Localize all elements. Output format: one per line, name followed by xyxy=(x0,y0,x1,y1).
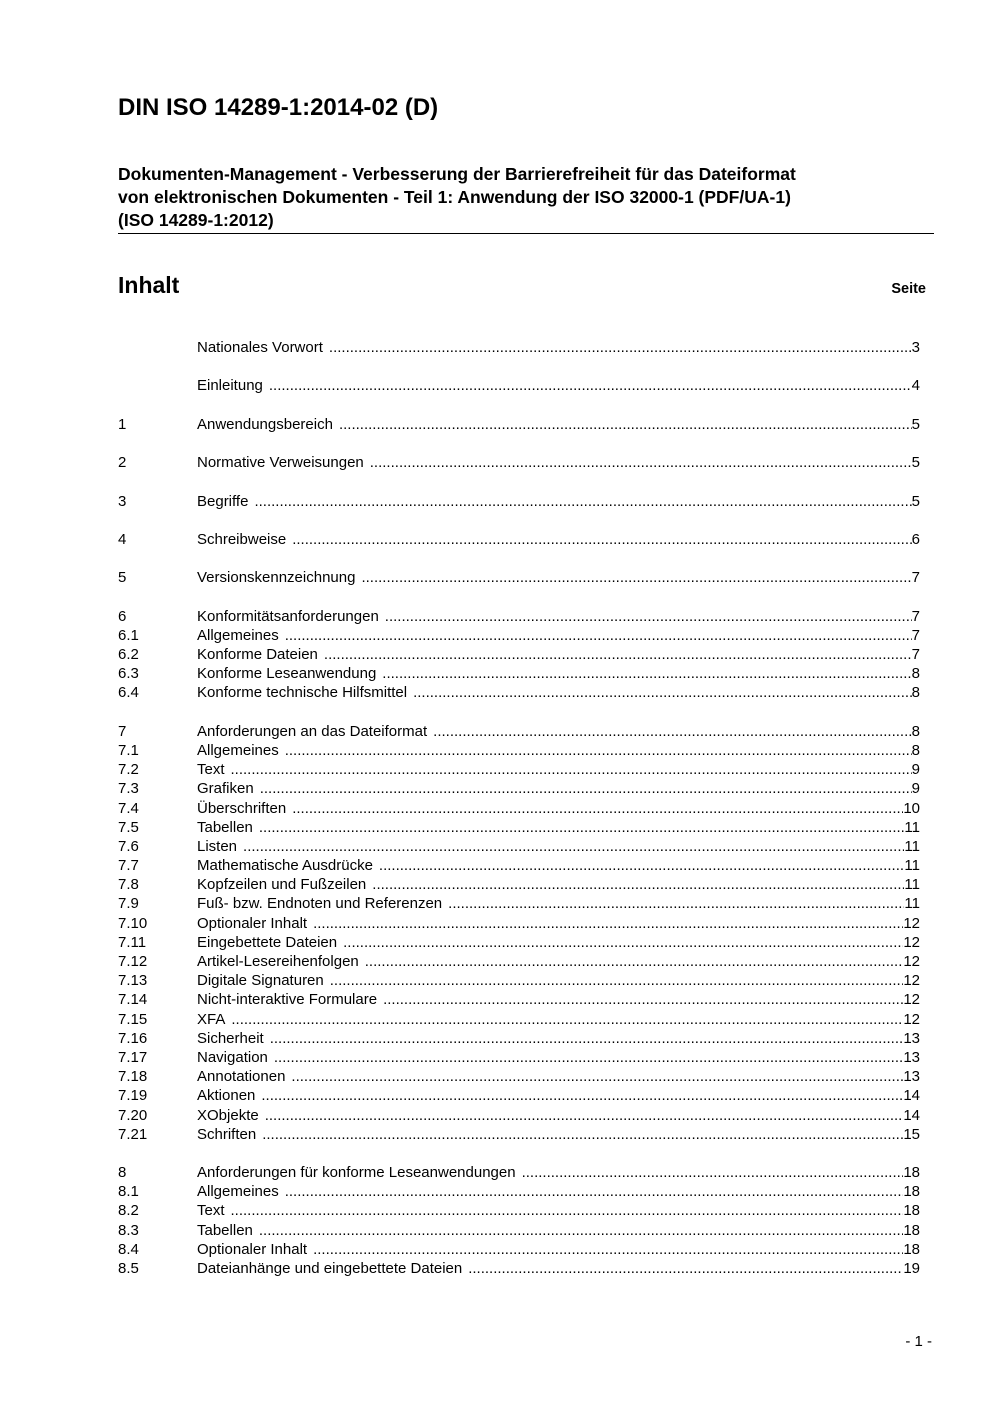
toc-entry-page: 19 xyxy=(903,1260,920,1277)
toc-entry[interactable] xyxy=(118,415,920,434)
toc-heading: Inhalt xyxy=(118,272,180,298)
toc-entry-title: Tabellen xyxy=(197,1221,253,1239)
toc-entry-page: 14 xyxy=(903,1087,920,1105)
toc-entry-page: 12 xyxy=(903,953,920,970)
toc-entry-title: Dateianhänge und eingebettete Dateien xyxy=(197,1260,463,1277)
toc-entry-title: Allgemeines xyxy=(197,626,279,644)
toc-entry-number: 7.10 xyxy=(118,914,148,932)
toc-entry-number: 6.3 xyxy=(118,665,139,683)
toc-dot-leader xyxy=(448,894,904,913)
toc-entry[interactable] xyxy=(118,626,920,645)
table-of-contents xyxy=(118,338,920,1278)
toc-entry-page: 12 xyxy=(903,914,920,932)
toc-dot-leader xyxy=(274,1048,903,1067)
toc-entry[interactable] xyxy=(118,1029,920,1048)
toc-entry[interactable] xyxy=(118,1106,920,1125)
toc-entry-page: 9 xyxy=(911,761,920,779)
toc-dot-leader xyxy=(372,875,904,894)
toc-entry-page: 10 xyxy=(903,799,920,817)
toc-entry[interactable] xyxy=(118,1201,920,1220)
toc-entry-title: Artikel-Lesereihenfolgen xyxy=(197,953,359,970)
toc-entry-title: Nicht-interaktive Formulare xyxy=(197,991,378,1009)
toc-entry-number: 7.14 xyxy=(118,991,148,1009)
toc-dot-leader xyxy=(231,1201,904,1220)
toc-entry[interactable] xyxy=(118,664,920,683)
toc-entry-page: 11 xyxy=(904,837,920,855)
toc-dot-leader xyxy=(313,914,903,933)
toc-entry-number: 6 xyxy=(118,607,127,625)
toc-dot-leader xyxy=(285,1182,904,1201)
toc-dot-leader xyxy=(259,818,905,837)
toc-entry[interactable] xyxy=(118,607,920,626)
toc-dot-leader xyxy=(382,664,911,683)
toc-entry-title: Anwendungsbereich xyxy=(197,415,333,433)
toc-entry-page: 5 xyxy=(911,492,920,510)
toc-entry-page: 7 xyxy=(911,607,920,625)
toc-dot-leader xyxy=(433,722,912,741)
toc-dot-leader xyxy=(343,933,903,952)
toc-entry-page: 8 xyxy=(911,741,920,759)
toc-entry-title: Navigation xyxy=(197,1048,268,1066)
toc-entry-number: 7.8 xyxy=(118,876,139,894)
toc-dot-leader xyxy=(231,760,912,779)
toc-entry-page: 3 xyxy=(911,339,920,356)
page-number: - 1 - xyxy=(905,1333,932,1350)
toc-entry-title: Tabellen xyxy=(197,818,253,836)
toc-entry-page: 13 xyxy=(903,1029,920,1047)
document-title-line: (ISO 14289-1:2012) xyxy=(118,210,274,230)
toc-entry-title: Einleitung xyxy=(197,377,263,395)
toc-entry[interactable] xyxy=(118,722,920,741)
toc-entry-title: Begriffe xyxy=(197,492,249,510)
toc-dot-leader xyxy=(259,1221,903,1240)
toc-entry-title: Allgemeines xyxy=(197,741,279,759)
toc-entry-number: 7.15 xyxy=(118,1010,148,1028)
toc-dot-leader xyxy=(324,645,912,664)
toc-entry-page: 9 xyxy=(911,780,920,798)
toc-entry-title: Grafiken xyxy=(197,780,254,798)
toc-dot-leader xyxy=(270,1029,904,1048)
toc-entry-title: Konformitätsanforderungen xyxy=(197,607,379,625)
toc-entry-title: Überschriften xyxy=(197,799,287,817)
toc-entry-number: 8 xyxy=(118,1164,127,1182)
toc-entry[interactable] xyxy=(118,1221,920,1240)
toc-entry-number: 8.5 xyxy=(118,1260,139,1277)
toc-page-column-label: Seite xyxy=(891,281,926,297)
toc-entry-number: 7.3 xyxy=(118,780,139,798)
toc-entry[interactable] xyxy=(118,933,920,952)
toc-entry-number: 7.2 xyxy=(118,761,139,779)
toc-entry-title: Fuß- bzw. Endnoten und Referenzen xyxy=(197,895,443,913)
toc-dot-leader xyxy=(231,1010,903,1029)
toc-entry-page: 6 xyxy=(911,530,920,548)
toc-entry-page: 18 xyxy=(903,1240,920,1258)
toc-entry-number: 7 xyxy=(118,722,127,740)
toc-entry[interactable] xyxy=(118,894,920,913)
toc-entry[interactable] xyxy=(118,376,920,395)
toc-entry[interactable] xyxy=(118,856,920,875)
toc-entry[interactable] xyxy=(118,453,920,472)
toc-entry-page: 8 xyxy=(911,684,920,702)
toc-entry-title: XObjekte xyxy=(197,1106,259,1124)
toc-entry-number: 7.13 xyxy=(118,972,148,990)
toc-dot-leader xyxy=(292,530,911,549)
toc-entry-title: XFA xyxy=(197,1010,226,1028)
toc-entry[interactable] xyxy=(118,799,920,818)
toc-entry-number: 7.21 xyxy=(118,1125,148,1143)
toc-dot-leader xyxy=(313,1240,903,1259)
toc-entry[interactable] xyxy=(118,683,920,702)
toc-entry-page: 15 xyxy=(903,1125,920,1143)
toc-entry[interactable] xyxy=(118,779,920,798)
toc-dot-leader xyxy=(265,1106,904,1125)
toc-entry-number: 7.19 xyxy=(118,1087,148,1105)
toc-entry[interactable] xyxy=(118,568,920,587)
toc-dot-leader xyxy=(243,837,904,856)
toc-entry-title: Anforderungen für konforme Leseanwendungen xyxy=(197,1164,516,1182)
toc-entry[interactable] xyxy=(118,875,920,894)
toc-dot-leader xyxy=(383,990,903,1009)
toc-entry-title: Versionskennzeichnung xyxy=(197,569,356,587)
toc-entry[interactable] xyxy=(118,1182,920,1201)
toc-entry-page: 4 xyxy=(911,377,920,395)
toc-dot-leader xyxy=(254,492,911,511)
toc-entry-title: Sicherheit xyxy=(197,1029,264,1047)
title-divider xyxy=(118,233,934,234)
toc-entry-number: 8.1 xyxy=(118,1183,139,1201)
toc-entry-page: 12 xyxy=(903,1010,920,1028)
toc-dot-leader xyxy=(385,607,912,626)
toc-entry-page: 11 xyxy=(904,857,920,875)
toc-entry[interactable] xyxy=(118,990,920,1009)
toc-entry[interactable] xyxy=(118,1163,920,1182)
toc-entry[interactable] xyxy=(118,1086,920,1105)
toc-entry-number: 7.11 xyxy=(118,933,147,951)
toc-dot-leader xyxy=(285,626,912,645)
toc-entry-number: 7.20 xyxy=(118,1106,148,1124)
toc-entry-title: Eingebettete Dateien xyxy=(197,933,338,951)
toc-entry[interactable] xyxy=(118,645,920,664)
toc-entry[interactable] xyxy=(118,952,920,971)
toc-entry-number: 7.12 xyxy=(118,953,148,970)
toc-entry-title: Optionaler Inhalt xyxy=(197,914,308,932)
toc-entry-number: 7.1 xyxy=(118,741,139,759)
toc-entry-number: 7.17 xyxy=(118,1048,148,1066)
toc-dot-leader xyxy=(260,779,912,798)
toc-entry[interactable] xyxy=(118,1125,920,1144)
toc-entry-number: 1 xyxy=(118,415,127,433)
toc-entry-title: Schreibweise xyxy=(197,530,287,548)
toc-entry[interactable] xyxy=(118,1259,920,1278)
toc-entry-page: 12 xyxy=(903,991,920,1009)
toc-entry-number: 8.3 xyxy=(118,1221,139,1239)
toc-entry-page: 11 xyxy=(904,895,920,913)
toc-entry-page: 14 xyxy=(903,1106,920,1124)
toc-dot-leader xyxy=(379,856,905,875)
toc-entry-title: Optionaler Inhalt xyxy=(197,1240,308,1258)
toc-entry-title: Konforme Dateien xyxy=(197,646,318,663)
toc-entry-title: Normative Verweisungen xyxy=(197,454,364,472)
toc-entry-number: 7.6 xyxy=(118,837,139,855)
toc-entry-title: Kopfzeilen und Fußzeilen xyxy=(197,876,367,894)
toc-entry[interactable] xyxy=(118,837,920,856)
toc-entry-page: 8 xyxy=(911,665,920,683)
toc-entry-number: 7.16 xyxy=(118,1029,148,1047)
toc-dot-leader xyxy=(329,338,912,357)
toc-entry-title: Mathematische Ausdrücke xyxy=(197,857,373,875)
toc-entry-number: 4 xyxy=(118,530,127,548)
toc-entry[interactable] xyxy=(118,492,920,511)
toc-entry-page: 13 xyxy=(903,1048,920,1066)
toc-dot-leader xyxy=(330,971,904,990)
toc-entry-page: 11 xyxy=(904,876,920,894)
toc-entry-number: 7.4 xyxy=(118,799,139,817)
toc-entry-page: 18 xyxy=(903,1164,920,1182)
toc-dot-leader xyxy=(291,1067,903,1086)
toc-entry[interactable] xyxy=(118,530,920,549)
toc-entry[interactable] xyxy=(118,1048,920,1067)
toc-entry[interactable] xyxy=(118,741,920,760)
toc-dot-leader xyxy=(269,376,912,395)
toc-entry-number: 6.1 xyxy=(118,626,139,644)
toc-entry-number: 3 xyxy=(118,492,127,510)
toc-dot-leader xyxy=(413,683,912,702)
toc-entry[interactable] xyxy=(118,760,920,779)
toc-entry-title: Text xyxy=(197,1202,225,1220)
toc-entry-number: 6.2 xyxy=(118,646,139,663)
toc-dot-leader xyxy=(370,453,912,472)
toc-dot-leader xyxy=(285,741,912,760)
toc-entry-number: 6.4 xyxy=(118,684,139,702)
toc-dot-leader xyxy=(365,952,904,971)
toc-entry-page: 5 xyxy=(911,454,920,472)
toc-entry-title: Anforderungen an das Dateiformat xyxy=(197,722,428,740)
toc-entry-page: 18 xyxy=(903,1221,920,1239)
toc-entry-number: 8.2 xyxy=(118,1202,139,1220)
toc-entry-page: 12 xyxy=(903,972,920,990)
toc-entry-title: Text xyxy=(197,761,225,779)
toc-entry-number: 8.4 xyxy=(118,1240,139,1258)
toc-dot-leader xyxy=(292,799,903,818)
toc-dot-leader xyxy=(261,1086,903,1105)
toc-entry-title: Listen xyxy=(197,837,238,855)
toc-dot-leader xyxy=(468,1259,903,1278)
toc-entry[interactable] xyxy=(118,818,920,837)
toc-entry-number: 2 xyxy=(118,454,127,472)
toc-entry-title: Nationales Vorwort xyxy=(197,339,323,356)
toc-entry[interactable] xyxy=(118,914,920,933)
document-title-line: von elektronischen Dokumenten - Teil 1: Anwendung der ISO 32000-1 (PDF/UA-1) xyxy=(118,187,791,207)
toc-entry[interactable] xyxy=(118,971,920,990)
toc-entry-title: Digitale Signaturen xyxy=(197,972,324,990)
toc-entry-title: Aktionen xyxy=(197,1087,256,1105)
toc-entry-title: Annotationen xyxy=(197,1068,286,1086)
toc-entry-page: 8 xyxy=(911,722,920,740)
toc-entry-number: 7.18 xyxy=(118,1068,148,1086)
toc-entry-page: 7 xyxy=(911,569,920,587)
toc-entry[interactable] xyxy=(118,338,920,357)
toc-entry-page: 5 xyxy=(911,415,920,433)
toc-entry-number: 5 xyxy=(118,569,127,587)
toc-dot-leader xyxy=(522,1163,904,1182)
toc-entry-title: Schriften xyxy=(197,1125,257,1143)
toc-entry-page: 12 xyxy=(903,933,920,951)
toc-entry-number: 7.9 xyxy=(118,895,139,913)
toc-entry[interactable] xyxy=(118,1010,920,1029)
toc-entry-page: 11 xyxy=(904,818,920,836)
toc-entry-number: 7.5 xyxy=(118,818,139,836)
toc-dot-leader xyxy=(339,415,912,434)
toc-entry-title: Konforme Leseanwendung xyxy=(197,665,377,683)
toc-entry-number: 7.7 xyxy=(118,857,139,875)
toc-entry-page: 7 xyxy=(911,626,920,644)
toc-entry-page: 7 xyxy=(911,646,920,663)
toc-entry-page: 13 xyxy=(903,1068,920,1086)
document-id: DIN ISO 14289-1:2014-02 (D) xyxy=(118,94,439,121)
document-title xyxy=(118,163,933,232)
toc-entry[interactable] xyxy=(118,1067,920,1086)
toc-entry[interactable] xyxy=(118,1240,920,1259)
toc-entry-title: Konforme technische Hilfsmittel xyxy=(197,684,408,702)
document-title-line: Dokumenten-Management - Verbesserung der Barrierefreiheit für das Dateiformat xyxy=(118,164,796,184)
toc-entry-title: Allgemeines xyxy=(197,1183,279,1201)
toc-dot-leader xyxy=(262,1125,903,1144)
toc-dot-leader xyxy=(361,568,911,587)
toc-entry-page: 18 xyxy=(903,1183,920,1201)
toc-entry-page: 18 xyxy=(903,1202,920,1220)
